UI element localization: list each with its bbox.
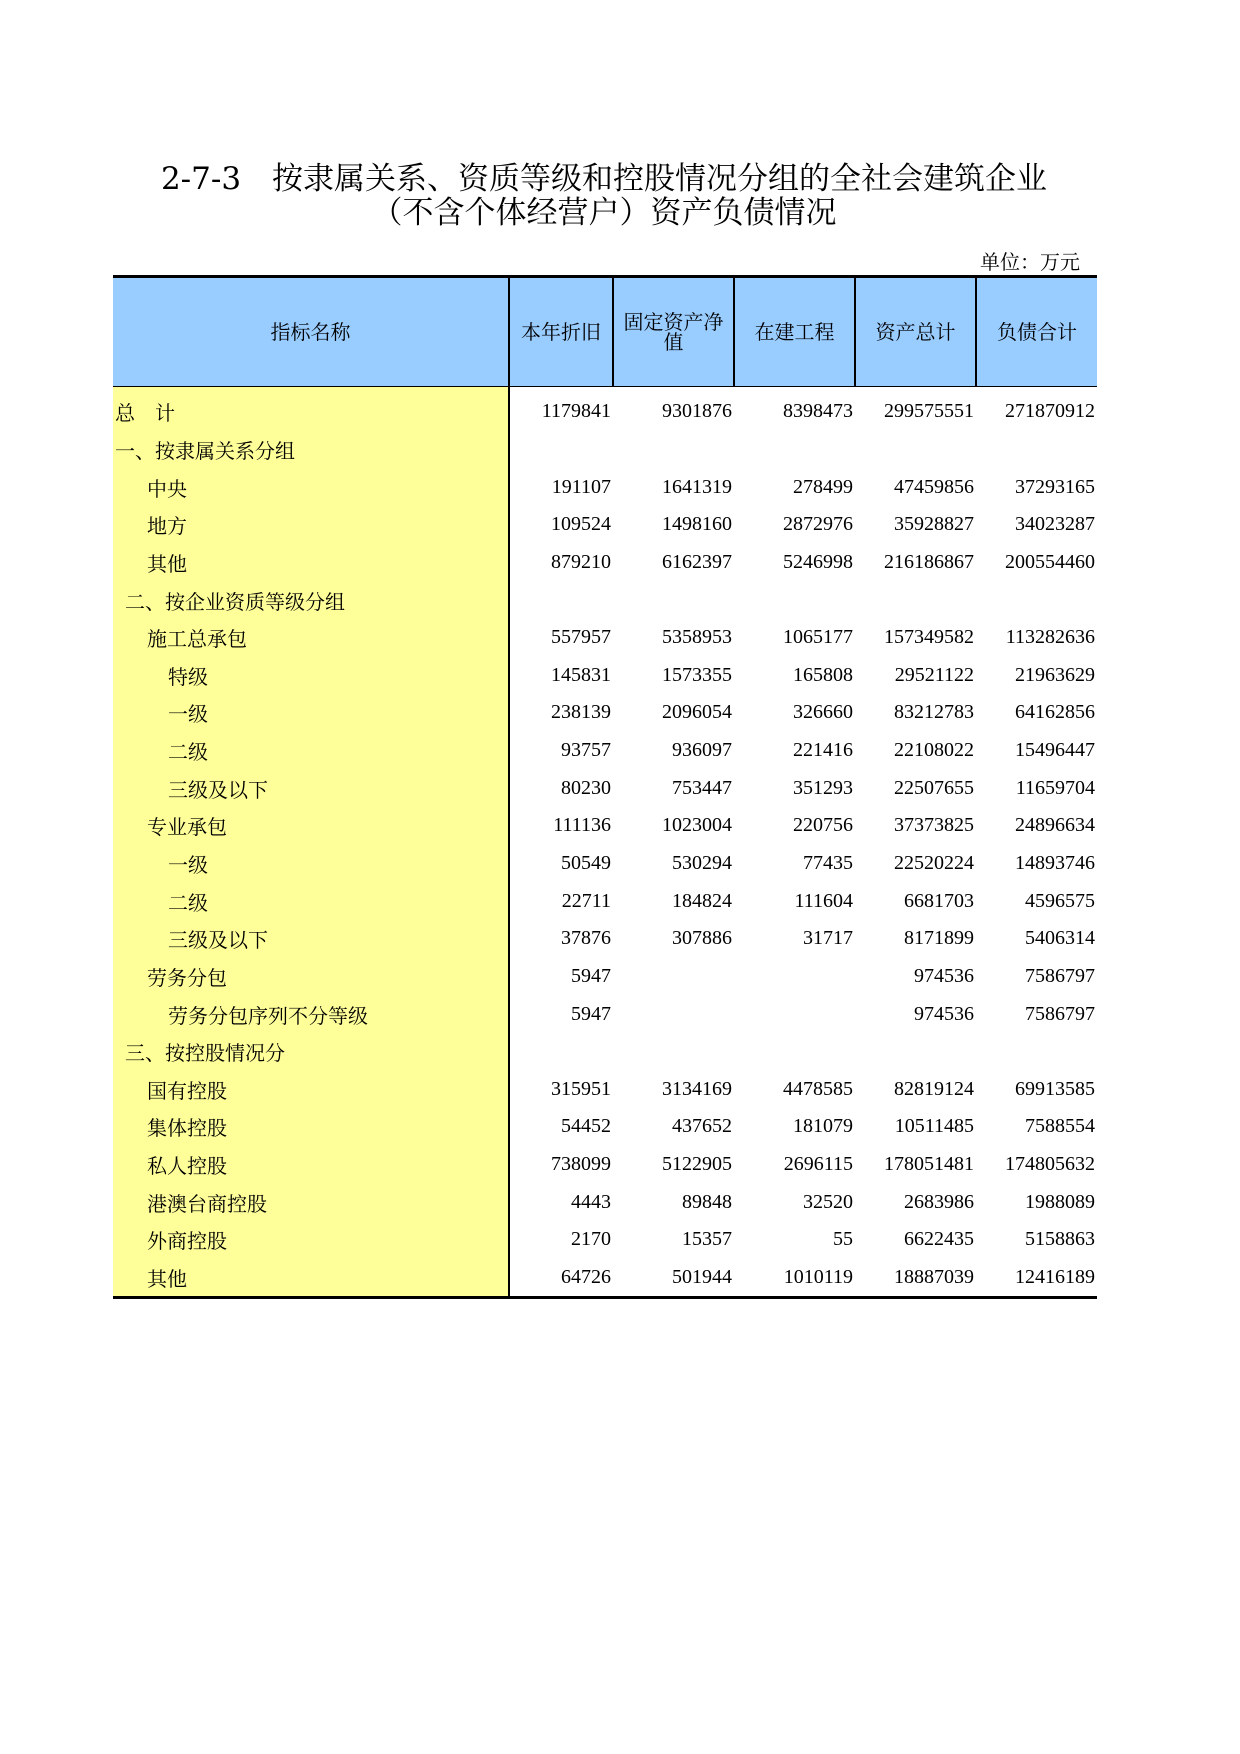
row-value: 5158863 (1025, 1228, 1095, 1251)
table-row (113, 920, 1097, 958)
row-label: 其他 (113, 1259, 509, 1298)
table-row (113, 544, 1097, 582)
row-value: 37876 (561, 927, 611, 950)
row-value: 2872976 (783, 513, 853, 536)
row-value: 178051481 (884, 1153, 974, 1176)
row-value: 351293 (793, 776, 853, 799)
row-value (613, 1033, 734, 1071)
row-label: 三、按控股情况分 (113, 1033, 509, 1071)
header-indicator-name: 指标名称 (113, 277, 509, 387)
header-total-assets: 资产总计 (855, 277, 976, 387)
row-value: 29521122 (894, 663, 974, 686)
row-value: 6622435 (904, 1228, 974, 1251)
row-value (509, 431, 613, 469)
row-value: 220756 (793, 814, 853, 837)
row-label: 二级 (113, 882, 509, 920)
table-row (113, 845, 1097, 883)
row-value: 200554460 (1005, 550, 1095, 573)
row-value: 326660 (793, 701, 853, 724)
row-value (509, 1033, 613, 1071)
row-value: 1010119 (783, 1266, 853, 1289)
row-value (855, 1033, 976, 1071)
row-value: 501944 (672, 1266, 732, 1289)
row-label: 劳务分包序列不分等级 (113, 995, 509, 1033)
row-label: 一、按隶属关系分组 (113, 431, 509, 469)
table-row (113, 1108, 1097, 1146)
row-value: 1988089 (1025, 1190, 1095, 1213)
row-value: 530294 (672, 852, 732, 874)
row-value (613, 958, 734, 996)
row-value: 184824 (672, 889, 732, 912)
row-value: 1573355 (662, 663, 732, 686)
row-value: 2696115 (783, 1153, 853, 1176)
table-title-line-1: 2-7-3 按隶属关系、资质等级和控股情况分组的全社会建筑企业 (160, 161, 1048, 197)
row-value: 8398473 (783, 400, 853, 423)
row-value: 111136 (553, 814, 611, 837)
row-label: 施工总承包 (113, 619, 509, 657)
row-value: 974536 (914, 964, 974, 987)
row-value: 299575551 (884, 400, 974, 423)
table-row (113, 1221, 1097, 1259)
table-row (113, 619, 1097, 657)
row-value: 2170 (571, 1228, 611, 1251)
row-value: 111604 (794, 889, 853, 912)
table-row (113, 1146, 1097, 1184)
row-value (855, 581, 976, 619)
row-value: 181079 (793, 1115, 853, 1138)
row-value: 157349582 (884, 626, 974, 649)
table-row (113, 1183, 1097, 1221)
row-value: 54452 (561, 1115, 611, 1138)
row-value: 32520 (803, 1190, 853, 1213)
table-row (113, 581, 1097, 619)
row-value: 315951 (551, 1077, 611, 1100)
row-value: 5246998 (783, 550, 853, 573)
row-value: 11659704 (1015, 776, 1095, 799)
row-value (734, 995, 855, 1033)
row-value: 21963629 (1015, 663, 1095, 686)
row-value: 37373825 (894, 814, 974, 837)
data-table (113, 275, 1097, 1299)
row-value: 5406314 (1025, 927, 1095, 950)
row-value: 2683986 (904, 1190, 974, 1213)
row-value: 80230 (561, 776, 611, 799)
header-construction-in-progress: 在建工程 (734, 277, 855, 387)
row-value: 557957 (551, 626, 611, 649)
table-row (113, 694, 1097, 732)
header-row (113, 277, 1097, 387)
row-label: 劳务分包 (113, 958, 509, 996)
row-value (976, 581, 1097, 619)
row-value: 6681703 (904, 889, 974, 912)
table-title-line-2: （不含个体经营户）资产负债情况 (371, 195, 837, 231)
header-fixed-assets-net: 固定资产净值 (613, 277, 734, 387)
row-value: 10511485 (894, 1115, 974, 1138)
table-row (113, 431, 1097, 469)
row-value: 145831 (551, 663, 611, 686)
row-value: 7586797 (1025, 964, 1095, 987)
row-value: 437652 (672, 1115, 732, 1138)
row-value: 174805632 (1005, 1153, 1095, 1176)
row-value: 6162397 (662, 550, 732, 573)
row-label: 特级 (113, 656, 509, 694)
row-value: 89848 (682, 1190, 732, 1213)
row-value (976, 1033, 1097, 1071)
row-value: 77435 (803, 852, 853, 874)
header-annual-depreciation: 本年折旧 (509, 277, 613, 387)
row-value: 113282636 (1005, 626, 1095, 649)
row-value: 8171899 (904, 927, 974, 950)
row-value: 24896634 (1015, 814, 1095, 837)
row-label: 一级 (113, 694, 509, 732)
row-value: 7586797 (1025, 1002, 1095, 1025)
row-label: 总 计 (113, 387, 509, 431)
row-value: 7588554 (1025, 1115, 1095, 1138)
row-value: 50549 (561, 852, 611, 874)
row-value: 5358953 (662, 626, 732, 649)
table-row (113, 769, 1097, 807)
row-value (613, 581, 734, 619)
row-value (734, 958, 855, 996)
row-value: 4478585 (783, 1077, 853, 1100)
row-value: 2096054 (662, 701, 732, 724)
row-value: 31717 (803, 927, 853, 950)
row-value: 221416 (793, 739, 853, 762)
table-row (113, 958, 1097, 996)
row-value: 1179841 (541, 400, 611, 423)
row-value (976, 431, 1097, 469)
row-value: 55 (833, 1228, 853, 1251)
row-label: 一级 (113, 845, 509, 883)
row-value: 4596575 (1025, 889, 1095, 912)
row-value: 271870912 (1005, 400, 1095, 423)
row-value: 5947 (571, 1002, 611, 1025)
row-value: 936097 (672, 739, 732, 762)
row-label: 外商控股 (113, 1221, 509, 1259)
row-value: 37293165 (1015, 475, 1095, 498)
row-value: 14893746 (1015, 852, 1095, 874)
row-value: 307886 (672, 927, 732, 950)
row-label: 国有控股 (113, 1071, 509, 1109)
table-body (113, 387, 1097, 1298)
table-row (113, 387, 1097, 431)
row-value: 35928827 (894, 513, 974, 536)
row-label: 三级及以下 (113, 920, 509, 958)
row-label: 二级 (113, 732, 509, 770)
row-value: 879210 (551, 550, 611, 573)
row-value: 191107 (551, 475, 611, 498)
row-value: 4443 (571, 1190, 611, 1213)
row-value: 1641319 (662, 475, 732, 498)
row-value: 238139 (551, 701, 611, 724)
row-value: 974536 (914, 1002, 974, 1025)
row-value: 69913585 (1015, 1077, 1095, 1100)
row-value (734, 581, 855, 619)
row-value: 1498160 (662, 513, 732, 536)
row-value: 1023004 (662, 814, 732, 837)
row-value: 64726 (561, 1266, 611, 1289)
row-label: 私人控股 (113, 1146, 509, 1184)
table-row (113, 506, 1097, 544)
row-value: 18887039 (894, 1266, 974, 1289)
row-value: 34023287 (1015, 513, 1095, 536)
row-value: 12416189 (1015, 1266, 1095, 1289)
table-row (113, 656, 1097, 694)
row-value: 5122905 (662, 1153, 732, 1176)
row-value: 3134169 (662, 1077, 732, 1100)
row-value: 64162856 (1015, 701, 1095, 724)
table-row (113, 732, 1097, 770)
row-value: 22711 (561, 889, 611, 912)
row-value: 93757 (561, 739, 611, 762)
row-value: 22520224 (894, 852, 974, 874)
row-value: 22507655 (894, 776, 974, 799)
table-row (113, 468, 1097, 506)
table-row (113, 1259, 1097, 1298)
row-value (734, 431, 855, 469)
header-total-liabilities: 负债合计 (976, 277, 1097, 387)
table-row (113, 807, 1097, 845)
row-value: 9301876 (662, 400, 732, 423)
row-value: 5947 (571, 964, 611, 987)
table-row (113, 995, 1097, 1033)
row-value: 83212783 (894, 701, 974, 724)
row-label: 中央 (113, 468, 509, 506)
row-value (509, 581, 613, 619)
unit-label: 单位：万元 (980, 250, 1080, 274)
row-value: 738099 (551, 1153, 611, 1176)
row-value: 165808 (793, 663, 853, 686)
row-value: 22108022 (894, 739, 974, 762)
table-row (113, 882, 1097, 920)
row-value: 47459856 (894, 475, 974, 498)
row-value: 1065177 (783, 626, 853, 649)
row-value: 15357 (682, 1228, 732, 1251)
row-value: 216186867 (884, 550, 974, 573)
row-value: 109524 (551, 513, 611, 536)
row-label: 港澳台商控股 (113, 1183, 509, 1221)
row-label: 三级及以下 (113, 769, 509, 807)
row-label: 二、按企业资质等级分组 (113, 581, 509, 619)
row-value (855, 431, 976, 469)
row-value: 753447 (672, 776, 732, 799)
row-label: 地方 (113, 506, 509, 544)
row-value: 278499 (793, 475, 853, 498)
row-label: 其他 (113, 544, 509, 582)
row-value (734, 1033, 855, 1071)
table-row (113, 1033, 1097, 1071)
row-value: 15496447 (1015, 739, 1095, 762)
row-label: 集体控股 (113, 1108, 509, 1146)
table-row (113, 1071, 1097, 1109)
row-value: 82819124 (894, 1077, 974, 1100)
row-value (613, 995, 734, 1033)
row-label: 专业承包 (113, 807, 509, 845)
row-value (613, 431, 734, 469)
